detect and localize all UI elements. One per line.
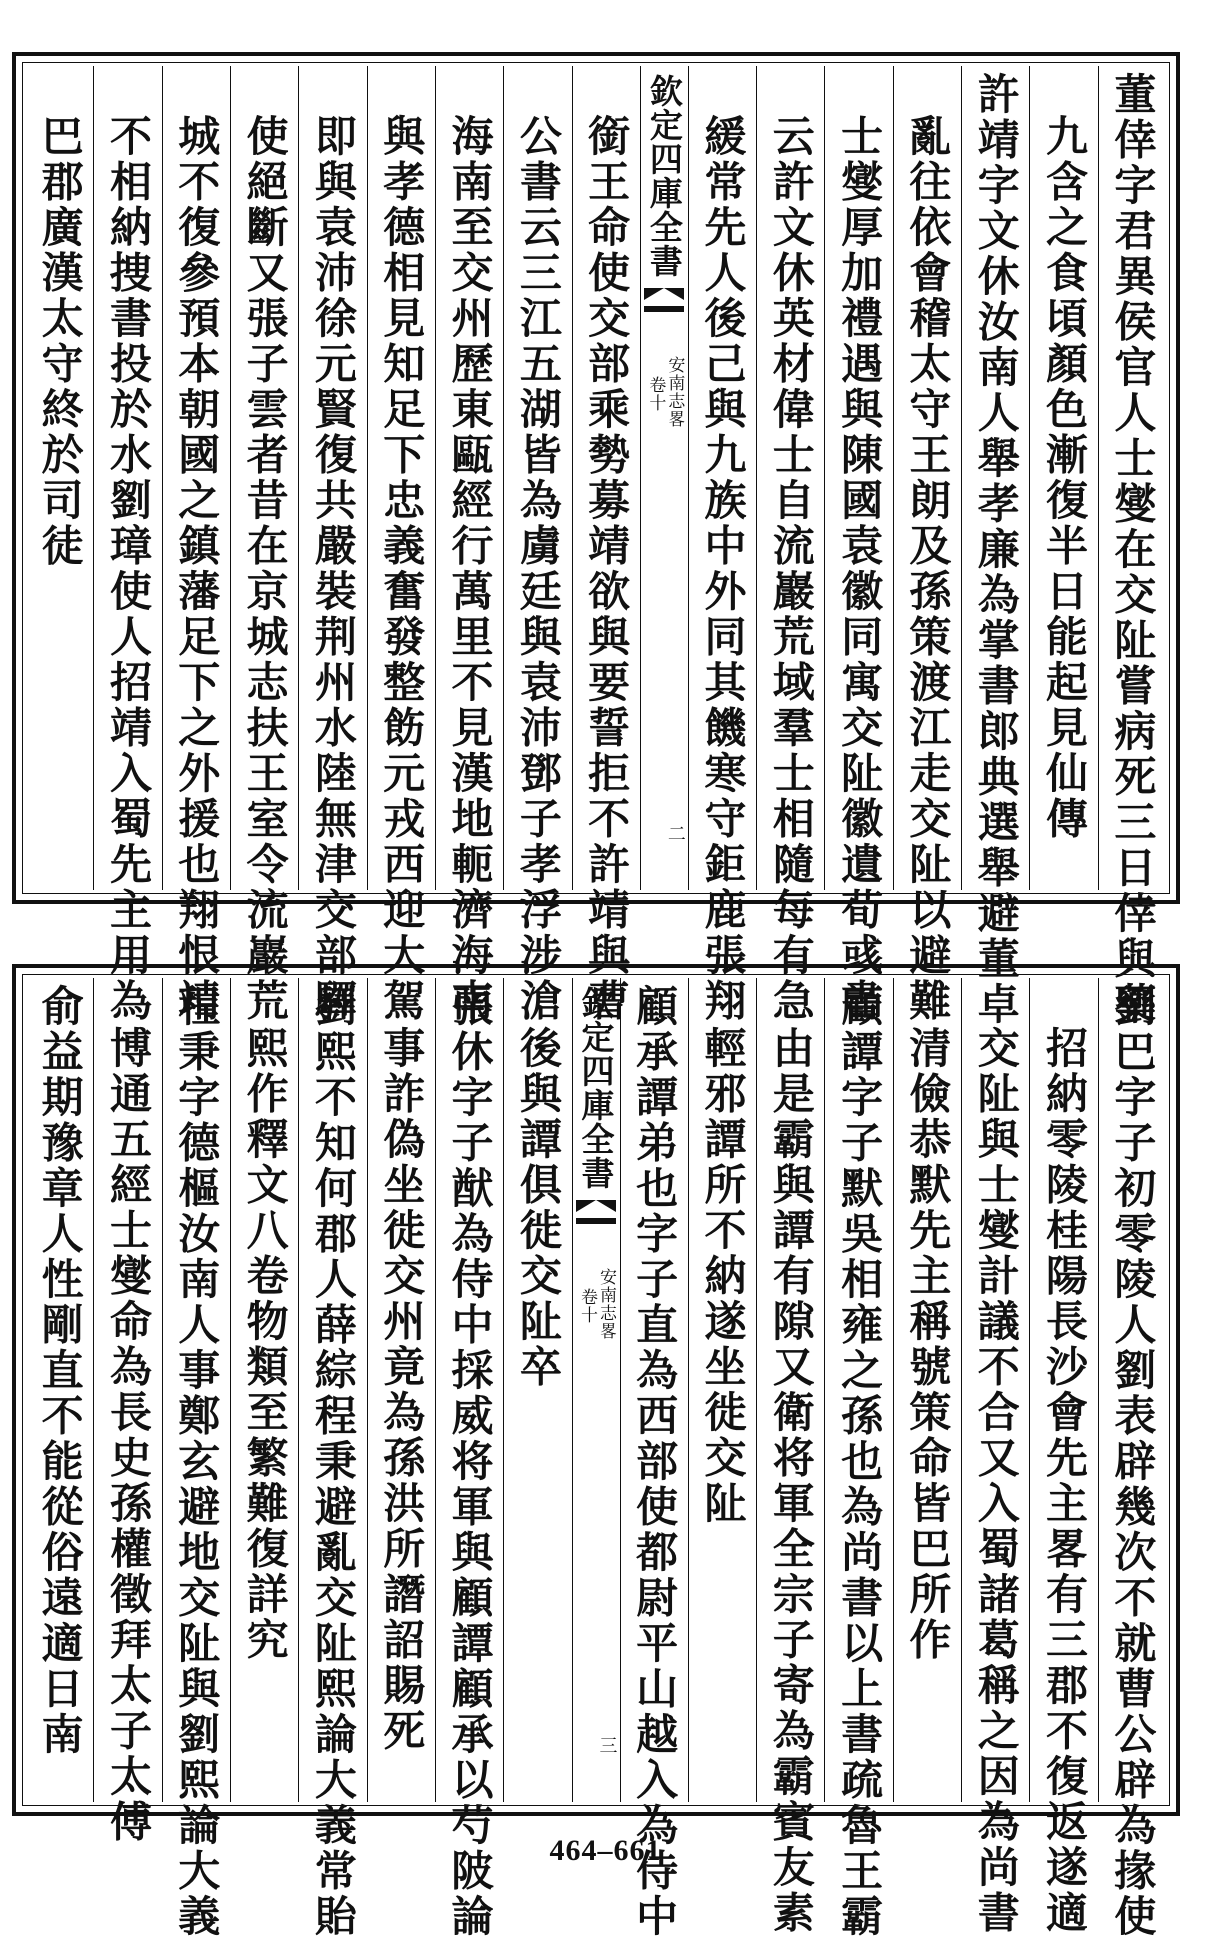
text-column <box>503 66 571 1024</box>
column-text: 九含之食頃顏色漸復半日能起見仙傳 <box>1040 114 1090 842</box>
column-text: 巴郡廣漢太守終於司徒 <box>35 114 85 569</box>
text-column <box>756 978 824 1936</box>
center-fold <box>640 66 688 890</box>
text-column <box>230 66 298 1024</box>
book-title: 欽定四庫全書 <box>576 986 616 1190</box>
text-column <box>298 66 366 1024</box>
text-column <box>162 978 230 1940</box>
center-fold <box>572 978 620 1802</box>
fishtail-bar <box>576 1218 616 1224</box>
fishtail-mark <box>576 1200 616 1212</box>
text-column <box>93 978 161 1845</box>
column-text: 緩常先人後己與九族中外同其饑寒守鉅鹿張翔 <box>698 114 748 1024</box>
column-text: 公書云三江五湖皆為虜廷與袁沛鄧子孝浮涉滄 <box>513 114 563 1024</box>
text-column <box>824 66 892 1024</box>
column-text: 許靖字文休汝南人舉孝廉為掌書郎典選舉避董卓 <box>971 72 1021 1028</box>
chapter-label <box>578 1268 614 1340</box>
column-text: 亂往依會稽太守王朗及孫策渡江走交阯以避難 <box>903 114 953 1024</box>
text-column <box>367 66 435 1024</box>
chapter-title: 安南志畧 <box>596 1268 616 1340</box>
column-text: 張休字子猷為侍中採威将軍與顧譚顧承以芍陂論 <box>445 984 495 1940</box>
leaf-number: 二 <box>664 824 686 842</box>
column-text: 後與譚俱徙交阯卒 <box>513 1026 563 1390</box>
text-column <box>503 978 571 1802</box>
column-text: 使絕斷又張子雲者昔在京城志扶王室令流巖荒 <box>240 114 290 1024</box>
text-column <box>26 978 93 1802</box>
column-text: 劉巴字子初零陵人劉表辟幾次不就曹公辟為掾使 <box>1108 984 1158 1940</box>
column-text: 清儉恭默先主稱號策命皆巴所作 <box>903 1026 953 1663</box>
fishtail-mark <box>644 288 684 300</box>
column-text: 程秉字德樞汝南人事鄭玄避地交阯與劉熙論大義 <box>172 984 222 1940</box>
column-text: 交阯與士燮計議不合又入蜀諸葛稱之因為尚書 <box>971 1026 1021 1936</box>
column-text: 董倖字君異侯官人士燮在交阯嘗病死三日倖與藥 <box>1108 72 1158 1028</box>
text-column <box>1029 978 1097 1936</box>
column-text: 由是霸與譚有隙又衛将軍全宗子寄為霸賓友素 <box>766 1026 816 1936</box>
text-column <box>893 978 961 1802</box>
text-column <box>162 66 230 1024</box>
column-text: 招納零陵桂陽長沙會先主畧有三郡不復返遂適 <box>1040 1026 1090 1936</box>
text-column <box>824 978 892 1940</box>
column-text: 士燮厚加禮遇與陳國袁徽同寓交阯徽遺荀彧書 <box>835 114 885 1024</box>
text-column <box>893 66 961 1024</box>
text-column <box>620 978 688 1940</box>
text-column <box>1029 66 1097 890</box>
column-text: 顧譚字子默吳相雍之孫也為尚書以上書疏魯王霸 <box>835 984 885 1940</box>
text-column <box>688 978 756 1802</box>
text-column <box>367 978 435 1802</box>
text-column <box>961 66 1029 1028</box>
text-column <box>435 66 503 1024</box>
text-column <box>1098 66 1166 1028</box>
chapter-label <box>645 356 685 428</box>
chapter-title: 安南志畧 <box>664 356 685 428</box>
volume-label: 卷十 <box>645 376 666 412</box>
column-text: 事詐偽坐徙交州竟為孫洪所譖詔賜死 <box>377 1026 427 1754</box>
column-text: 輕邪譚所不納遂坐徙交阯 <box>698 1026 748 1527</box>
top-page-frame <box>12 52 1180 1028</box>
leaf-number: 三 <box>596 1736 618 1754</box>
text-column <box>298 978 366 1940</box>
column-text: 劉熙不知何郡人薛綜程秉避亂交阯熙論大義常貽 <box>308 984 358 1940</box>
text-column <box>435 978 503 1940</box>
text-column <box>756 66 824 1024</box>
text-column <box>961 978 1029 1936</box>
column-text: 不相納捜書投於水劉璋使人招靖入蜀先主用為 <box>103 114 153 1024</box>
column-text: 熙作釋文八卷物類至繁難復詳究 <box>240 1026 290 1663</box>
column-text: 銜王命使交部乘勢募靖欲與要誓拒不許靖與曹 <box>582 114 632 1024</box>
column-text: 即與袁沛徐元賢復共嚴裝荆州水陸無津交部驛 <box>308 114 358 1024</box>
column-text: 云許文休英材偉士自流巖荒域羣士相隨每有急 <box>766 114 816 1024</box>
column-text: 博通五經士燮命為長史孫權徵拜太子太傅 <box>103 1026 153 1845</box>
volume-label: 卷十 <box>577 1288 597 1324</box>
text-column <box>230 978 298 1802</box>
text-column <box>1098 978 1166 1940</box>
text-column <box>93 66 161 1024</box>
top-page-columns <box>26 66 1166 1028</box>
column-text: 顧承譚弟也字子直為西部使都尉平山越入為侍中 <box>630 984 680 1940</box>
column-text: 城不復參預本朝國之鎮藩足下之外援也翔恨靖 <box>172 114 222 1024</box>
page-number: 464–661 <box>549 1834 662 1867</box>
fishtail-bar <box>644 306 684 312</box>
column-text: 海南至交州歷東甌經行萬里不見漢地軛濟海南 <box>445 114 495 1024</box>
text-column <box>688 66 756 1024</box>
book-title: 欽定四庫全書 <box>644 74 684 278</box>
text-column <box>572 66 640 1024</box>
text-column <box>26 66 93 890</box>
column-text: 與孝德相見知足下忠義奮發整飭元戎西迎大駕 <box>377 114 427 1024</box>
column-text: 俞益期豫章人性剛直不能從俗遠適日南 <box>35 984 85 1758</box>
